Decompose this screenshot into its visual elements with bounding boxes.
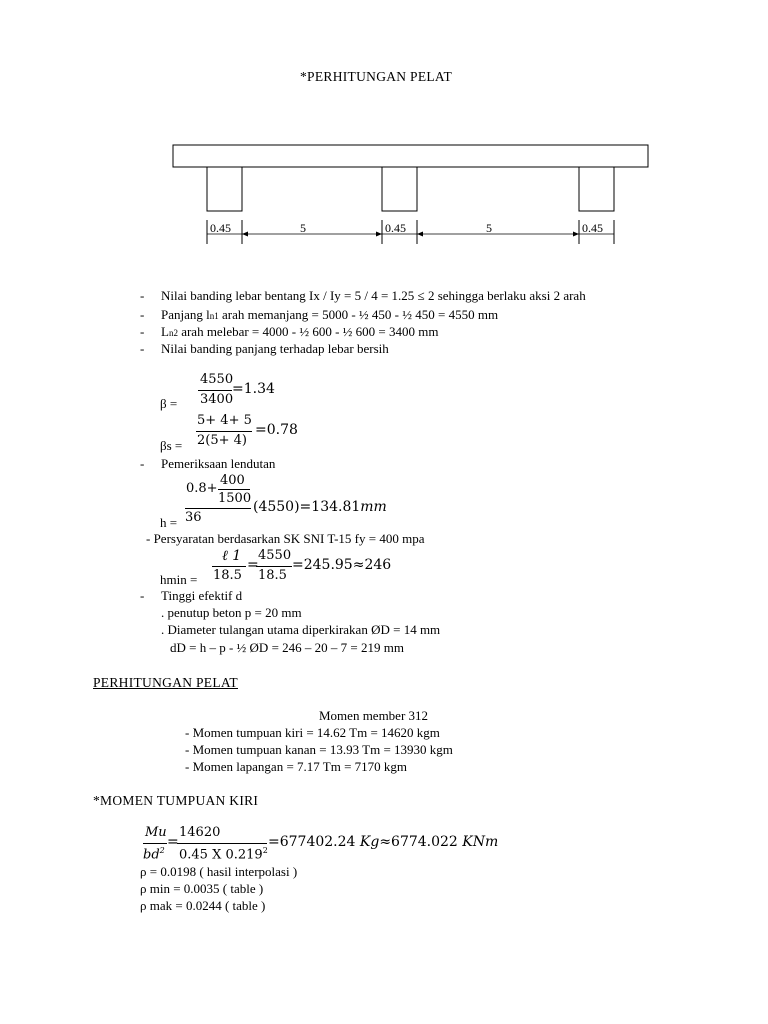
- hmin-eq: =: [247, 557, 259, 573]
- dim-label-3: 0.45: [385, 221, 406, 235]
- dim-label-4: 5: [486, 221, 492, 235]
- momen-tumpuan-kanan: - Momen tumpuan kanan = 13.93 Tm = 13930 kgm: [185, 742, 453, 757]
- hmin-den2: 18.5: [258, 568, 287, 583]
- column-1: [207, 167, 242, 211]
- betas-result: =0.78: [255, 422, 298, 438]
- bullet-ratio: Nilai banding lebar bentang Ix / Iy = 5 / 4 = 1.25 ≤ 2 sehingga berlaku aksi 2 arah: [161, 288, 586, 303]
- dim-label-5: 0.45: [582, 221, 603, 235]
- momen-tumpuan-kiri: - Momen tumpuan kiri = 14.62 Tm = 14620 kgm: [185, 725, 440, 740]
- section-perhitungan-pelat: PERHITUNGAN PELAT: [93, 675, 238, 690]
- beta-result: =1.34: [232, 381, 275, 397]
- column-2: [382, 167, 417, 211]
- hmin-label: hmin =: [160, 572, 198, 587]
- lendutan-num-pre: 0.8+: [186, 481, 218, 496]
- sni-line: - Persyaratan berdasarkan SK SNI T-15 fy = 400 mpa: [146, 531, 425, 546]
- mu-result: =677402.24 Kg≈6774.022 KNm: [268, 834, 499, 850]
- dim-label-1: 0.45: [210, 221, 231, 235]
- tinggi-diameter: . Diameter tulangan utama diperkirakan ØD = 14 mm: [161, 622, 441, 637]
- lendutan-inner-den: 1500: [218, 491, 252, 506]
- rho-min-value: ρ min = 0.0035 ( table ): [140, 881, 264, 896]
- beta-denominator: 3400: [200, 392, 234, 407]
- lendutan-result: (4550)=134.81mm: [253, 499, 387, 515]
- mu-rhs-den: 0.45 X 0.219$^2$: [179, 846, 268, 863]
- betas-label: βs =: [160, 438, 183, 453]
- column-3: [579, 167, 614, 211]
- momen-lapangan: - Momen lapangan = 7.17 Tm = 7170 kgm: [185, 759, 408, 774]
- bullet-lebar: Ln2 arah melebar = 4000 - ½ 600 - ½ 600 = 3400 mm: [161, 324, 439, 339]
- hmin-den1: 18.5: [213, 568, 242, 583]
- lendutan-inner-num: 400: [220, 473, 245, 488]
- bullet-nilai-banding: Nilai banding panjang terhadap lebar bersih: [161, 341, 389, 356]
- lendutan-heading: Pemeriksaan lendutan: [161, 456, 276, 471]
- slab: [173, 145, 648, 167]
- bullet-dash: -: [140, 307, 145, 322]
- page-title: *PERHITUNGAN PELAT: [300, 69, 453, 84]
- bullet-panjang: Panjang ln1 arah memanjang = 5000 - ½ 450 - ½ 450 = 4550 mm: [161, 307, 499, 322]
- hmin-result: =245.95≈246: [292, 557, 392, 573]
- betas-denominator: 2(5+ 4): [197, 433, 247, 448]
- bullet-dash: -: [140, 324, 145, 339]
- beta-label: β =: [160, 396, 178, 411]
- tinggi-penutup: . penutup beton p = 20 mm: [161, 605, 302, 620]
- rho-mak-value: ρ mak = 0.0244 ( table ): [140, 898, 266, 913]
- tinggi-heading: Tinggi efektif d: [161, 588, 243, 603]
- mu-denominator: $bd^2$: [143, 846, 165, 863]
- lendutan-outer-den: 36: [185, 510, 202, 525]
- slab-beam-diagram: [0, 0, 768, 260]
- momen-member-title: Momen member 312: [319, 708, 429, 723]
- dim-label-2: 5: [300, 221, 306, 235]
- rho-value: ρ = 0.0198 ( hasil interpolasi ): [140, 864, 298, 879]
- beta-numerator: 4550: [200, 372, 234, 387]
- mu-numerator: Mu: [145, 825, 167, 840]
- hmin-num1: ℓ 1: [222, 548, 242, 564]
- section-momen-tumpuan-kiri: *MOMEN TUMPUAN KIRI: [93, 793, 259, 808]
- mu-eq: =: [167, 834, 179, 850]
- bullet-dash: -: [140, 341, 145, 356]
- bullet-dash: -: [140, 288, 145, 303]
- hmin-num2: 4550: [258, 548, 292, 563]
- mu-rhs-num: 14620: [179, 825, 221, 840]
- bullet-dash: -: [140, 456, 145, 471]
- betas-numerator: 5+ 4+ 5: [197, 413, 252, 428]
- bullet-dash: -: [140, 588, 145, 603]
- lendutan-label: h =: [160, 515, 178, 530]
- tinggi-dd: dD = h – p - ½ ØD = 246 – 20 – 7 = 219 mm: [170, 640, 404, 655]
